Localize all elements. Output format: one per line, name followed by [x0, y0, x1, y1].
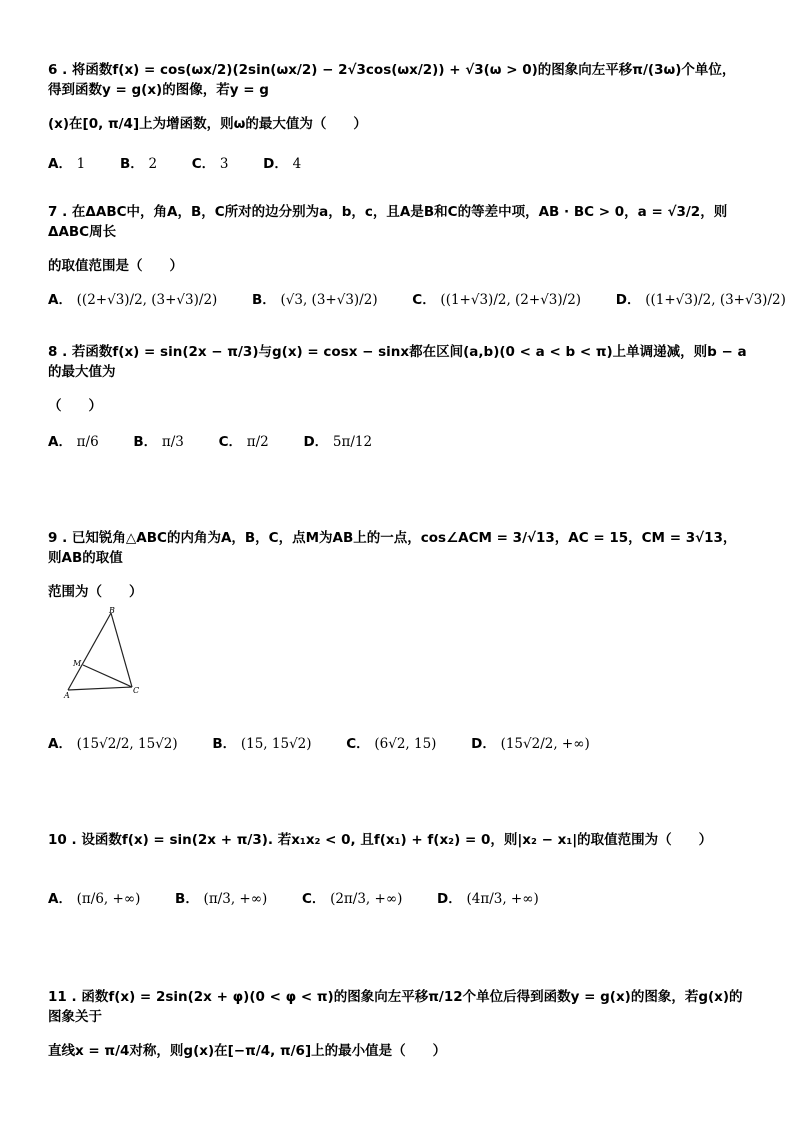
side-bc: [111, 613, 132, 687]
option-d: D． 5π/12: [303, 434, 373, 450]
option-b: B． 2: [119, 156, 158, 172]
question-8-options: [48, 430, 748, 450]
option-a: A． ((2+√3)/2, (3+√3)/2): [48, 292, 218, 308]
question-8-stem-line2: （ ）: [48, 398, 102, 414]
question-6: [48, 60, 748, 134]
question-8: [48, 342, 748, 416]
question-9-options: [48, 732, 748, 752]
question-9: [48, 528, 748, 602]
option-c: C． ((1+√3)/2, (2+√3)/2): [412, 292, 582, 308]
option-d: D． 4: [263, 156, 302, 172]
question-7-stem: [48, 202, 748, 276]
question-8-stem: [48, 342, 748, 416]
question-11-stem: [48, 987, 748, 1061]
option-d: D． (4π/3, +∞): [437, 891, 539, 907]
option-a: A． (π/6, +∞): [48, 891, 141, 907]
question-10: [48, 830, 748, 850]
label-c: C: [133, 686, 140, 695]
option-c: C． (2π/3, +∞): [301, 891, 403, 907]
option-b: B． (√3, (3+√3)/2): [252, 292, 378, 308]
question-6-options: [48, 152, 748, 172]
option-a: A． π/6: [48, 434, 99, 450]
option-d: D． (15√2/2, +∞): [471, 736, 590, 752]
question-11: [48, 987, 748, 1061]
label-m: M: [73, 659, 82, 668]
question-7-stem-line2: 的取值范围是（ ）: [48, 258, 183, 274]
side-ac: [68, 687, 132, 690]
question-9-stem-line2: 范围为（ ）: [48, 584, 143, 600]
question-11-stem-line2: 直线x = π/4对称，则g(x)在[−π/4, π/6]上的最小值是（ ）: [48, 1043, 447, 1059]
option-c: C． 3: [191, 156, 229, 172]
question-6-stem-line2: (x)在[0, π/4]上为增函数，则ω的最大值为（ ）: [48, 116, 367, 132]
question-8-stem-line1: 8 . 若函数f(x) = sin(2x − π/3)与g(x) = cosx − sinx都在区间(a,b)(0 < a < b < π)上单调递减，则b − a的最大值为: [48, 344, 747, 380]
question-10-stem: [48, 830, 748, 850]
option-b: B． (15, 15√2): [212, 736, 312, 752]
question-7: [48, 202, 748, 276]
segment-cm: [83, 665, 132, 687]
side-ab: [68, 613, 111, 690]
question-6-stem: [48, 60, 748, 134]
option-a: A． (15√2/2, 15√2): [48, 736, 178, 752]
question-11-stem-line1: 11 . 函数f(x) = 2sin(2x + φ)(0 < φ < π)的图象向左平移π/12个单位后得到函数y = g(x)的图象，若g(x)的图象关于: [48, 989, 743, 1025]
question-7-options: [48, 288, 786, 308]
question-9-stem: [48, 528, 748, 602]
option-b: B． π/3: [133, 434, 184, 450]
label-a: A: [64, 691, 70, 700]
option-c: C． (6√2, 15): [346, 736, 437, 752]
question-9-stem-line1: 9 . 已知锐角△ABC的内角为A，B，C，点M为AB上的一点，cos∠ACM = 3/√13，AC = 15，CM = 3√13，则AB的取值: [48, 530, 737, 566]
option-d: D． ((1+√3)/2, (3+√3)/2): [615, 292, 786, 308]
question-6-stem-line1: 6 . 将函数f(x) = cos(ωx/2)(2sin(ωx/2) − 2√3cos(ωx/2)) + √3(ω > 0)的图象向左平移π/(3ω)个单位，得到函数y = g(x)的图像，若y = g: [48, 62, 736, 98]
question-7-stem-line1: 7 . 在ΔABC中，角A，B，C所对的边分别为a，b，c，且A是B和C的等差中项，AB · BC > 0，a = √3/2，则ΔABC周长: [48, 204, 728, 240]
option-a: A． 1: [48, 156, 86, 172]
triangle-figure: [62, 605, 152, 700]
option-c: C． π/2: [218, 434, 269, 450]
question-10-stem-line1: 10 . 设函数f(x) = sin(2x + π/3). 若x₁x₂ < 0, 且f(x₁) + f(x₂) = 0，则|x₂ − x₁|的取值范围为（ ）: [48, 832, 713, 848]
question-10-options: [48, 887, 748, 907]
label-b: B: [109, 606, 115, 615]
option-b: B． (π/3, +∞): [175, 891, 268, 907]
